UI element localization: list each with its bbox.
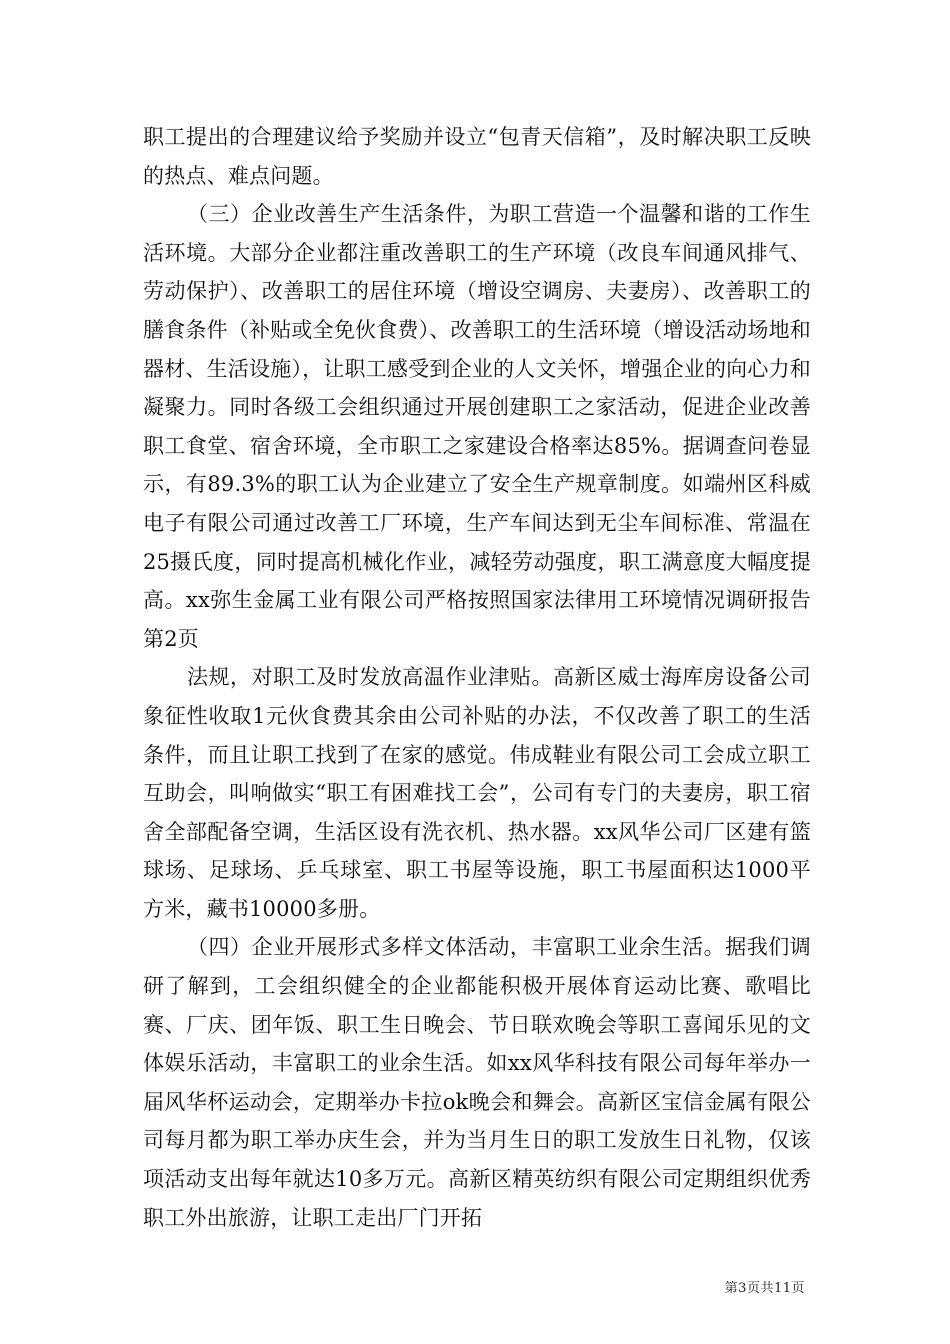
page-number: 第3页共11页 xyxy=(724,1281,805,1296)
paragraph-section-four: （四）企业开展形式多样文体活动，丰富职工业余生活。据我们调研了解到，工会组织健全的企业都能积极开展体育运动比赛、歌唱比赛、厂庆、团年饭、职工生日晚会、节日联欢晚会等职工喜闻乐见的文体娱乐活动，丰富职工的业余生活。如xx风华科技有限公司每年举办一届风华杯运动会，定期举办卡拉ok晚会和舞会。高新区宝信金属有限公司每月都为职工举办庆生会，并为当月生日的职工发放生日礼物，仅该项活动支出每年就达10多万元。高新区精英纺织有限公司定期组织优秀职工外出旅游，让职工走出厂门开拓 xyxy=(143,935,811,1230)
paragraph-continuation: 职工提出的合理建议给予奖励并设立“包青天信箱”，及时解决职工反映的热点、难点问题。 xyxy=(143,125,811,188)
paragraph-regulations: 法规，对职工及时发放高温作业津贴。高新区威士海库房设备公司象征性收取1元伙食费其余由公司补贴的办法，不仅改善了职工的生活条件，而且让职工找到了在家的感觉。伟成鞋业有限公司工会成立职工互助会，叫响做实“职工有困难找工会”，公司有专门的夫妻房，职工宿舍全部配备空调，生活区设有洗衣机、热水器。xx风华公司厂区建有篮球场、足球场、乒乓球室、职工书屋等设施，职工书屋面积达1000平方米，藏书10000多册。 xyxy=(143,665,811,921)
paragraph-section-three: （三）企业改善生产生活条件，为职工营造一个温馨和谐的工作生活环境。大部分企业都注重改善职工的生产环境（改良车间通风排气、劳动保护）、改善职工的居住环境（增设空调房、夫妻房）、改善职工的膳食条件（补贴或全免伙食费）、改善职工的生活环境（增设活动场地和器材、生活设施），让职工感受到企业的人文关怀，增强企业的向心力和凝聚力。同时各级工会组织通过开展创建职工之家活动，促进企业改善职工食堂、宿舍环境，全市职工之家建设合格率达85%。据调查问卷显示，有89.3%的职工认为企业建立了安全生产规章制度。如端州区科威电子有限公司通过改善工厂环境，生产车间达到无尘车间标准、常温在25摄氏度，同时提高机械化作业，减轻劳动强度，职工满意度大幅度提高。xx弥生金属工业有限公司严格按照国家法律用工环境情况调研报告第2页 xyxy=(143,202,811,651)
document-body xyxy=(143,118,811,1237)
